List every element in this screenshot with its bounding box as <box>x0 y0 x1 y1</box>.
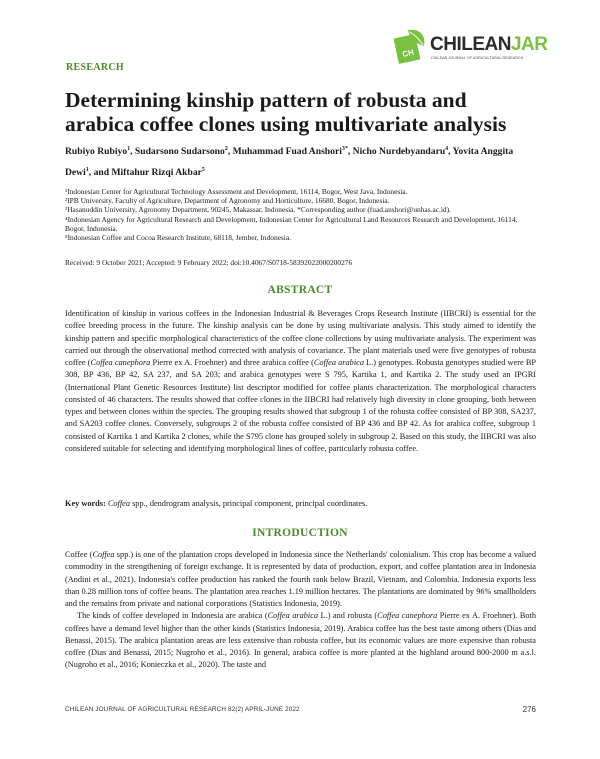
page-number: 276 <box>522 705 536 714</box>
keywords-label: Key words: <box>65 499 106 508</box>
journal-logo-subtitle: CHILEAN JOURNAL OF AGRICULTURAL RESEARCH <box>431 56 524 60</box>
intro-paragraph-2: The kinds of coffee developed in Indonesia are arabica (Coffea arabica L.) and robusta (Coffea canephora Pierre ex A. Froehner). Both coffees have a demand level higher than the other kinds (Statistics Indonesia, 2019). Arabica coffee has the best taste among others (Dias and Benassi, 2015). The arabica plantation areas are less extensive than robusta coffee, but its economic values are more expensive than robusta coffee (Dias and Benassi, 2015; Nugroho et al., 2016). In general, arabica coffee is more planted at the highland around 800-2000 m a.s.l. (Nugroho et al., 2016; Konieczka et al., 2020). The taste and <box>65 611 537 670</box>
affiliation-4: ⁴Indonesian Agency for Agricultural Research and Development, Indonesian Center for Agricultural Land Resources Research and Development, 16114, Bogor, Indonesia. <box>65 214 518 233</box>
introduction-text <box>65 549 536 672</box>
affiliation-5: ⁵Indonesian Coffee and Cocoa Research Institute, 68118, Jember, Indonesia. <box>65 233 291 243</box>
section-label: RESEARCH <box>66 62 124 73</box>
article-title: Determining kinship pattern of robusta and arabica coffee clones using multivariate analysis <box>65 88 507 136</box>
author-affiliation-mark: 5 <box>201 167 205 174</box>
author-name: Rubiyo Rubiyo <box>65 146 128 158</box>
author-name: Nicho Nurdebyandaru <box>352 146 446 158</box>
leaf-box-icon <box>394 26 428 66</box>
author-name: Muhammad Fuad Anshori <box>232 146 342 158</box>
keywords-list: spp., dendrogram analysis, principal component, principal coordinates. <box>130 499 368 508</box>
author-affiliation-mark: 1 <box>127 146 131 152</box>
intro-paragraph-1: Coffee (Coffea spp.) is one of the plantation crops developed in Indonesia since the Netherlands' colonialism. This crop has become a valued commodity in the strengthening of foreign exchange. It is represented by data of production, export, and coffee plantation area in Indonesia (Andini et al., 2021). Indonesia's coffee production has ranked the fourth rank below Brazil, Vietnam, and Colombia. Indonesia exports less than 0.28 million tons of coffee beans. The plantation area reaches 1.19 million hectares. The plantations are dominated by 96% smallholders and the remains from private and national corporations (Statistics Indonesia, 2019). <box>65 550 536 608</box>
keywords-genus: Coffea <box>107 499 130 508</box>
author-name: Sudarsono Sudarsono <box>134 146 225 158</box>
author-affiliation-mark: 2 <box>224 146 228 152</box>
abstract-heading: ABSTRACT <box>267 284 333 296</box>
journal-logo-text: CHILEANJAR <box>430 34 548 55</box>
author-list: Rubiyo Rubiyo$^1$, Sudarsono Sudarsono$^2$, Muhammad Fuad Anshori$^{3*}$, Nicho Nurdebyandaru$^4$, Yovita Anggita Dewi$^1$, and Miftahur Rizqi Akbar$^5$ <box>65 146 514 179</box>
affiliation-2: ²IPB University, Faculty of Agriculture, Department of Agronomy and Horticulture, 16680, Bogor, Indonesia. <box>65 196 390 206</box>
received-dates: Received: 9 October 2021; Accepted: 9 February 2022; doi:10.4067/S0718-58392022000200276 <box>65 258 353 267</box>
affiliation-list <box>65 187 537 242</box>
author-affiliation-mark: 4 <box>445 146 449 152</box>
author-name: Yovita Anggita Dewi <box>65 146 514 179</box>
keywords <box>65 499 367 508</box>
author-affiliation-mark: 3* <box>341 146 348 152</box>
abstract-paragraph: Identification of kinship in various coffees in the Indonesian Industrial & Beverages Crops Research Institute (IIBCRI) is essential for the coffee breeding process in the future. The kinship analysis can be done by using multivariate analysis. This study aimed to identify the kinship pattern and specific morphological characteristics of the coffee clone collections by using multivariate analysis. The experiment was carried out through the observational method corrected with analysis of covariance. The plant materials used were five genotypes of robusta coffee (Coffea canephora Pierre ex A. Froehner) and three arabica coffee (Coffea arabica L.) genotypes. Robusta genotypes studied were BP 308, BP 436, BP 42, SA 237, and SA 203; and arabica genotypes were S 795, Kartika 1, and Kartika 2. The study used an IPGRI (International Plant Genetic Resources Institute) list descriptor modified for coffee plants characterization. The morphological characters consisted of 46 characters. The results showed that coffee clones in the IIBCRI had relatively high diversity in clone grouping, both between types and between clones within the species. The grouping results showed that subgroup 1 of the robusta coffee consisted of BP 308, SA237, and SA203 coffee clones. Conversely, subgroups 2 of the robusta coffee consisted of BP 436 and BP 42. As for arabica coffee, subgroup 1 consisted of Kartika 1 and Kartika 2 clones, while the S795 clone has grouped solely in subgroup 2. Based on this study, the IIBCRI was also considered suitable for selecting and identifying morphological lines of coffee, particularly robusta coffee. <box>65 309 536 453</box>
affiliation-3: ³Hasanuddin University, Agronomy Department, 90245, Makassar, Indonesia. *Corresponding author (fuad.anshori@unhas.ac.id). <box>65 205 451 215</box>
svg-text:CH: CH <box>401 47 415 59</box>
author-affiliation-mark: 1 <box>85 167 89 174</box>
author-name: Miftahur Rizqi Akbar <box>111 167 202 179</box>
journal-logo <box>394 26 564 72</box>
affiliation-1: ¹Indonesian Center for Agricultural Technology Assessment and Development, 16114, Bogor, West Java, Indonesia. <box>65 187 408 196</box>
abstract-text <box>65 308 536 455</box>
introduction-heading: INTRODUCTION <box>252 527 348 539</box>
journal-footer: CHILEAN JOURNAL OF AGRICULTURAL RESEARCH 82(2) APRIL-JUNE 2022 <box>65 706 300 713</box>
